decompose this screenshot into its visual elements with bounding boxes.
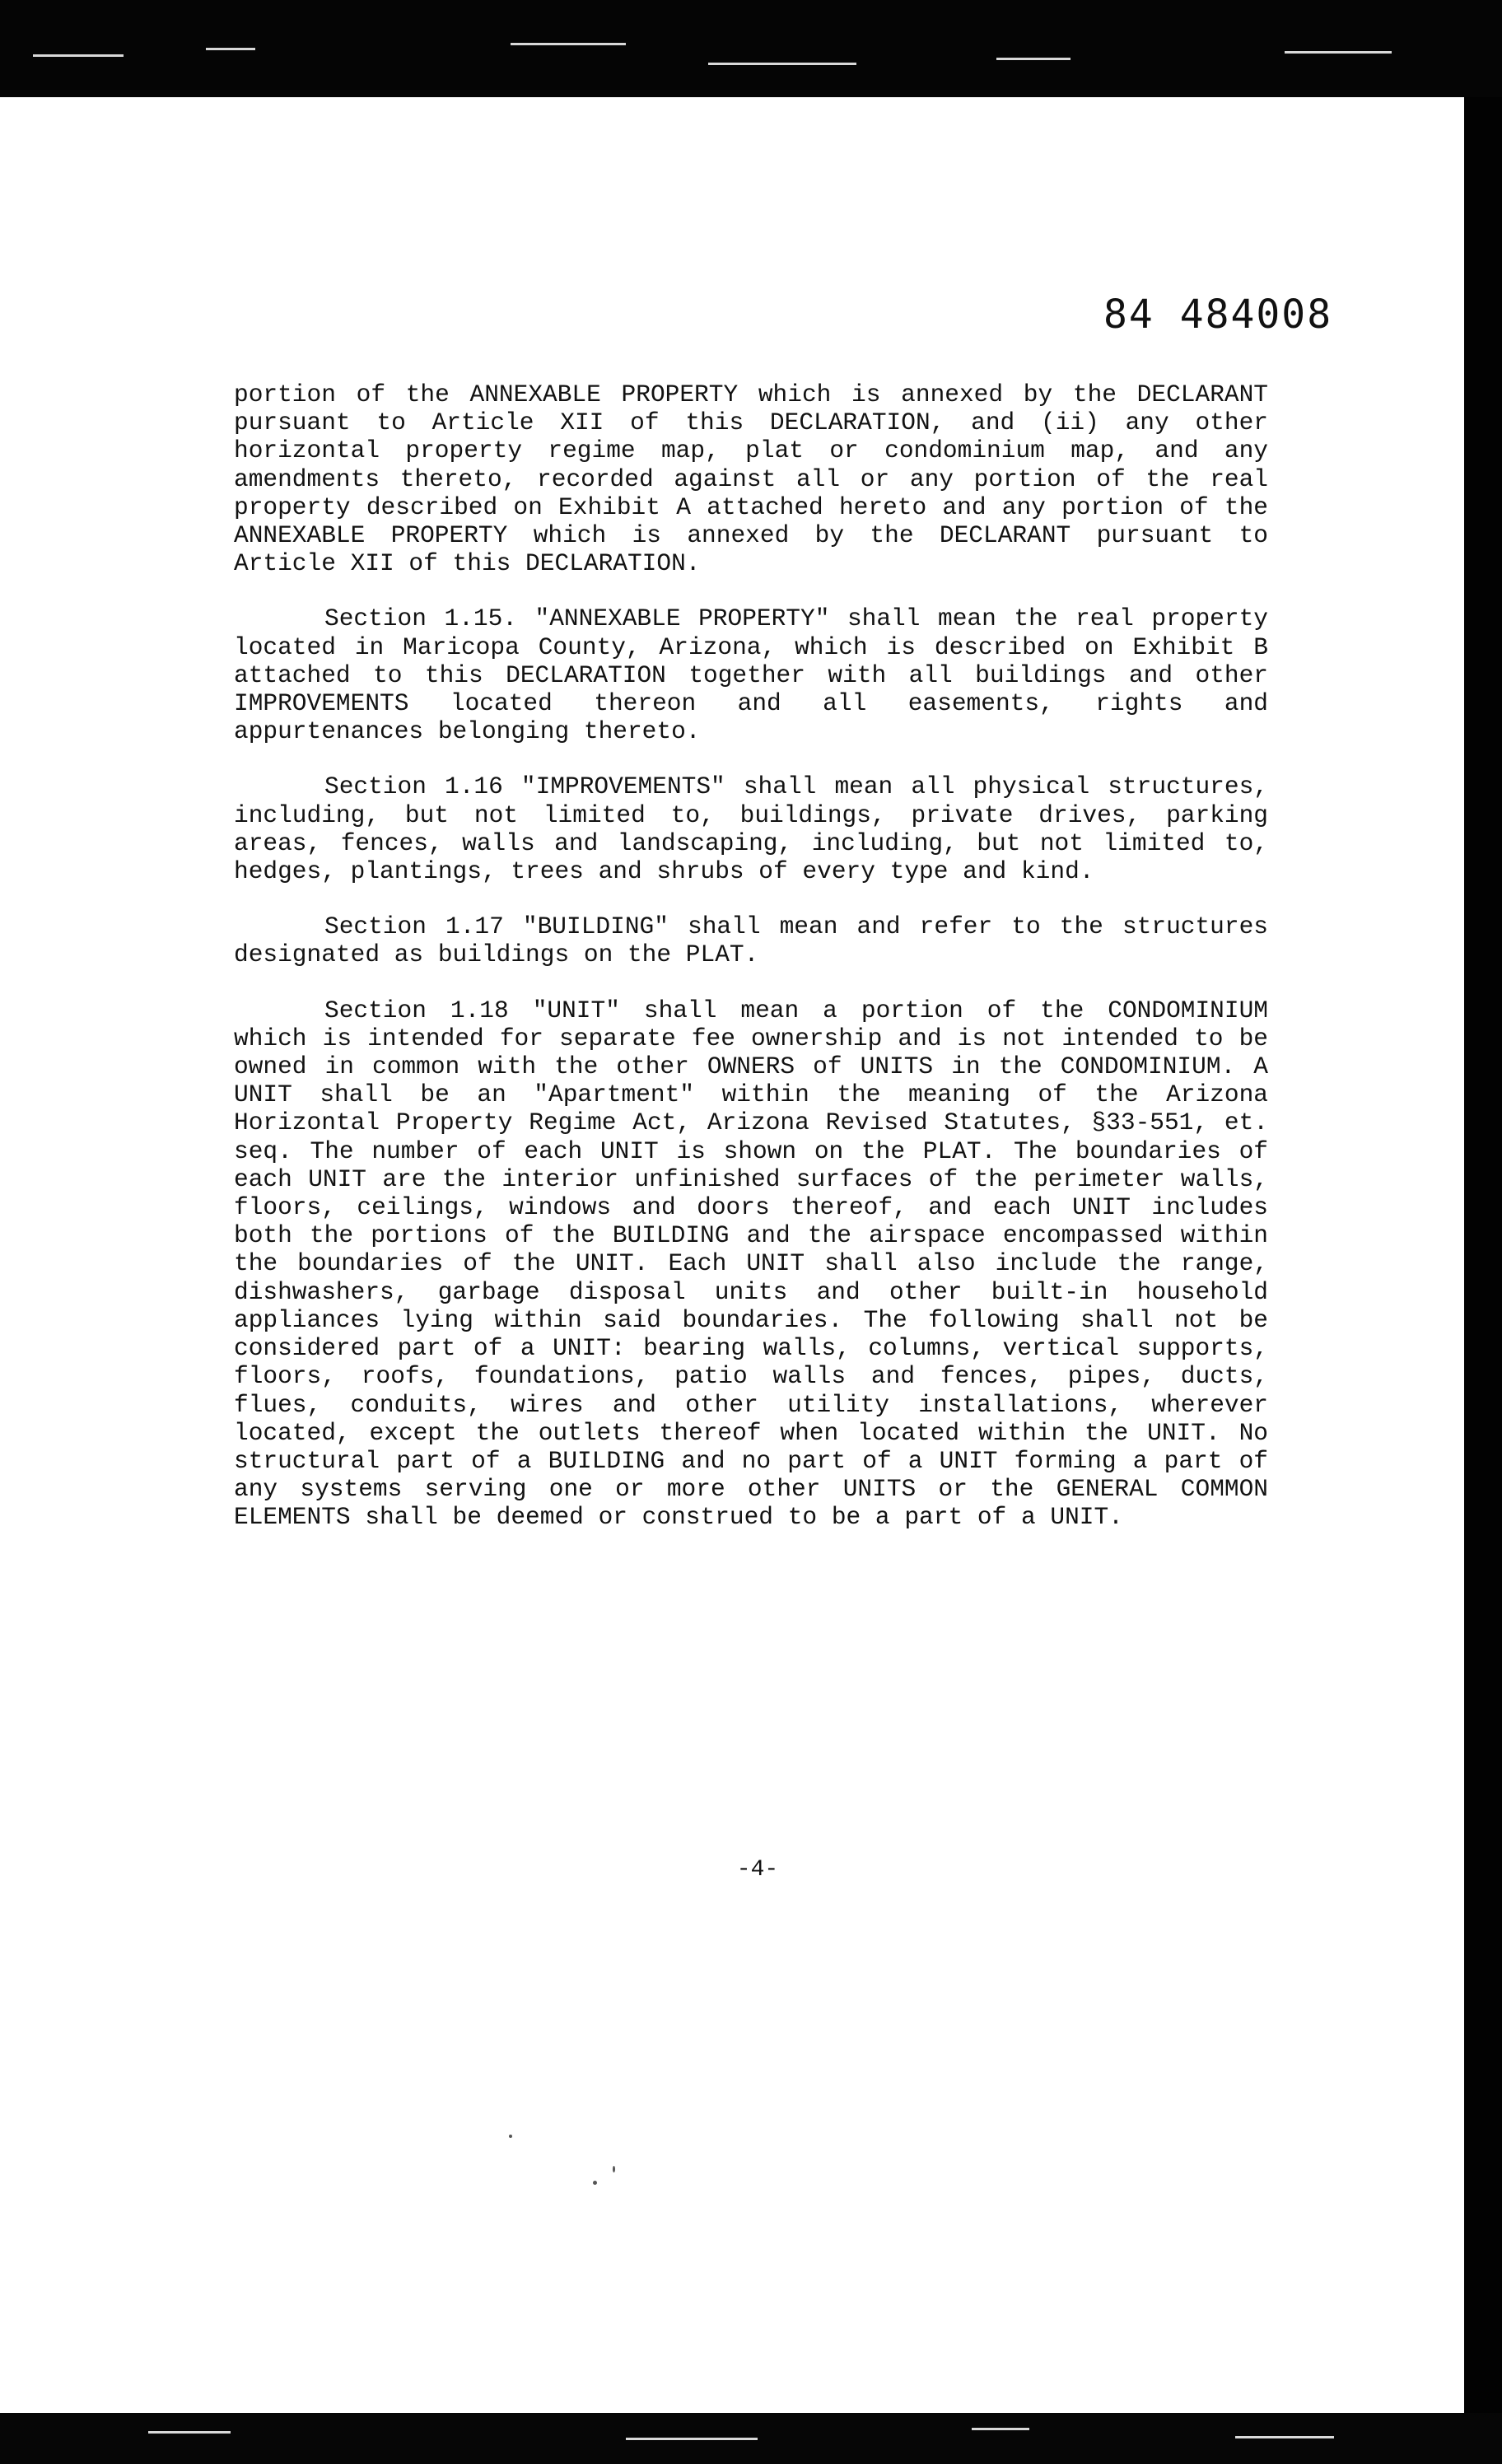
document-body	[234, 380, 1268, 1559]
scan-bottom-edge	[0, 2413, 1502, 2464]
scan-right-edge	[1464, 97, 1502, 2464]
scan-speck	[1285, 51, 1392, 54]
paragraph-section-1-16: Section 1.16 "IMPROVEMENTS" shall mean all physical structures, including, but not limited to, buildings, private drives, parking areas, fences, walls and landscaping, including, but not limited to, hedges, plantings, trees and shrubs of every type and kind.	[234, 772, 1268, 886]
scan-speck	[972, 2428, 1029, 2430]
scan-stray-mark	[593, 2181, 597, 2185]
paragraph-section-1-18: Section 1.18 "UNIT" shall mean a portion of the CONDOMINIUM which is intended for separate fee ownership and is not intended to be owned in common with the other OWNERS of UNITS in the CONDOMINIUM. A UNIT shall be an "Apartment" within the meaning of the Arizona Horizontal Property Regime Act, Arizona Revised Statutes, §33-551, et. seq. The number of each UNIT is shown on the PLAT. The boundaries of each UNIT are the interior unfinished surfaces of the perimeter walls, floors, ceilings, windows and doors thereof, and each UNIT includes both the portions of the BUILDING and the airspace encompassed within the boundaries of the UNIT. Each UNIT shall also include the range, dishwashers, garbage disposal units and other built-in household appliances lying within said boundaries. The following shall not be considered part of a UNIT: bearing walls, columns, vertical supports, floors, roofs, foundations, patio walls and fences, pipes, ducts, flues, conduits, wires and other utility installations, wherever located, except the outlets thereof when located within the UNIT. No structural part of a BUILDING and no part of a UNIT forming a part of any systems serving one or more other UNITS or the GENERAL COMMON ELEMENTS shall be deemed or construed to be a part of a UNIT.	[234, 996, 1268, 1532]
scan-stray-mark	[509, 2135, 512, 2138]
scan-speck	[206, 48, 255, 50]
page-number: -4-	[736, 1857, 779, 1883]
document-number: 84 484008	[1103, 292, 1333, 338]
scan-speck	[148, 2431, 231, 2434]
scan-speck	[996, 58, 1071, 60]
paragraph-continuation: portion of the ANNEXABLE PROPERTY which is annexed by the DECLARANT pursuant to Article XII of this DECLARATION, and (ii) any other horizontal property regime map, plat or condominium map, and any amendments thereto, recorded against all or any portion of the real property described on Exhibit A attached hereto and any portion of the ANNEXABLE PROPERTY which is annexed by the DECLARANT pursuant to Article XII of this DECLARATION.	[234, 380, 1268, 578]
scan-stray-mark	[613, 2166, 615, 2172]
paragraph-section-1-17: Section 1.17 "BUILDING" shall mean and refer to the structures designated as buildings on the PLAT.	[234, 912, 1268, 969]
scan-speck	[626, 2438, 758, 2440]
scan-speck	[511, 43, 626, 45]
scan-speck	[1235, 2436, 1334, 2438]
paragraph-section-1-15: Section 1.15. "ANNEXABLE PROPERTY" shall mean the real property located in Maricopa County, Arizona, which is described on Exhibit B attached to this DECLARATION together with all buildings and other IMPROVEMENTS located thereon and all easements, rights and appurtenances belonging thereto.	[234, 604, 1268, 746]
scan-speck	[708, 63, 856, 65]
scan-top-edge	[0, 0, 1502, 99]
scan-speck	[33, 54, 124, 57]
